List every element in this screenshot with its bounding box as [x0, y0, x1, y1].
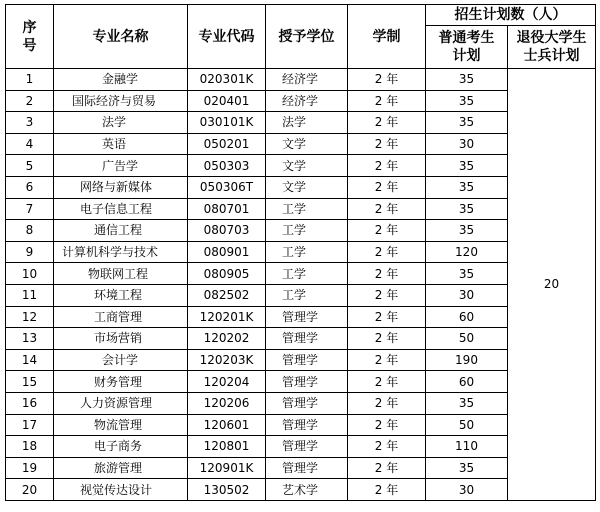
cell-major-name: 物联网工程: [54, 263, 188, 285]
cell-major-name: 视觉传达设计: [54, 479, 188, 501]
cell-seq: 3: [6, 112, 54, 134]
cell-major-name: 会计学: [54, 349, 188, 371]
header-seq: [6, 5, 54, 69]
header-plan-group: 招生计划数（人）: [426, 5, 596, 26]
cell-major-code: 120901K: [188, 457, 266, 479]
cell-degree: 工学: [266, 220, 348, 242]
cell-major-name: 人力资源管理: [54, 392, 188, 414]
cell-major-code: 120203K: [188, 349, 266, 371]
cell-plan-regular: 50: [426, 328, 508, 350]
cell-major-code: 120202: [188, 328, 266, 350]
cell-seq: 15: [6, 371, 54, 393]
cell-degree: 文学: [266, 176, 348, 198]
cell-major-code: 030101K: [188, 112, 266, 134]
cell-seq: 9: [6, 241, 54, 263]
cell-major-name: 广告学: [54, 155, 188, 177]
header-major-name: 专业名称: [54, 5, 188, 69]
cell-seq: 20: [6, 479, 54, 501]
cell-degree: 工学: [266, 263, 348, 285]
cell-major-name: 电子商务: [54, 436, 188, 458]
cell-major-name: 计算机科学与技术: [54, 241, 188, 263]
cell-seq: 13: [6, 328, 54, 350]
cell-plan-regular: 35: [426, 155, 508, 177]
cell-major-code: 120206: [188, 392, 266, 414]
cell-degree: 管理学: [266, 414, 348, 436]
cell-seq: 1: [6, 69, 54, 91]
header-plan-veteran-line1: 退役大学生: [516, 30, 587, 46]
cell-plan-regular: 35: [426, 69, 508, 91]
cell-length: 2 年: [348, 198, 426, 220]
cell-length: 2 年: [348, 90, 426, 112]
cell-plan-regular: 35: [426, 392, 508, 414]
cell-degree: 艺术学: [266, 479, 348, 501]
cell-degree: 管理学: [266, 306, 348, 328]
cell-plan-regular: 35: [426, 457, 508, 479]
table-row: [6, 328, 596, 350]
header-plan-regular-line1: 普通考生: [438, 30, 495, 46]
cell-plan-regular: 35: [426, 112, 508, 134]
table-row: [6, 176, 596, 198]
cell-length: 2 年: [348, 69, 426, 91]
cell-major-code: 020401: [188, 90, 266, 112]
table-row: [6, 198, 596, 220]
cell-plan-regular: 30: [426, 284, 508, 306]
cell-seq: 10: [6, 263, 54, 285]
cell-plan-regular: 30: [426, 479, 508, 501]
cell-seq: 12: [6, 306, 54, 328]
cell-major-code: 080703: [188, 220, 266, 242]
cell-length: 2 年: [348, 284, 426, 306]
cell-major-name: 旅游管理: [54, 457, 188, 479]
cell-major-code: 130502: [188, 479, 266, 501]
cell-seq: 16: [6, 392, 54, 414]
cell-major-name: 环境工程: [54, 284, 188, 306]
cell-major-code: 050303: [188, 155, 266, 177]
cell-plan-regular: 35: [426, 90, 508, 112]
cell-degree: 工学: [266, 198, 348, 220]
table-row: [6, 112, 596, 134]
cell-length: 2 年: [348, 436, 426, 458]
cell-length: 2 年: [348, 155, 426, 177]
header-plan-regular-line2: 计划: [452, 48, 481, 64]
header-degree: 授予学位: [266, 5, 348, 69]
cell-major-name: 物流管理: [54, 414, 188, 436]
cell-degree: 管理学: [266, 436, 348, 458]
table-row: [6, 69, 596, 91]
cell-plan-regular: 50: [426, 414, 508, 436]
table-body: [6, 69, 596, 501]
cell-plan-regular: 110: [426, 436, 508, 458]
cell-degree: 管理学: [266, 328, 348, 350]
cell-major-code: 082502: [188, 284, 266, 306]
cell-seq: 17: [6, 414, 54, 436]
cell-length: 2 年: [348, 371, 426, 393]
header-plan-regular: [426, 26, 508, 69]
cell-plan-regular: 30: [426, 133, 508, 155]
cell-major-code: 080701: [188, 198, 266, 220]
cell-degree: 文学: [266, 133, 348, 155]
cell-major-code: 050201: [188, 133, 266, 155]
cell-degree: 管理学: [266, 392, 348, 414]
cell-seq: 8: [6, 220, 54, 242]
cell-plan-regular: 60: [426, 306, 508, 328]
cell-major-code: 120601: [188, 414, 266, 436]
cell-seq: 19: [6, 457, 54, 479]
cell-length: 2 年: [348, 133, 426, 155]
cell-seq: 2: [6, 90, 54, 112]
table-row: [6, 479, 596, 501]
cell-length: 2 年: [348, 263, 426, 285]
cell-plan-regular: 120: [426, 241, 508, 263]
cell-length: 2 年: [348, 112, 426, 134]
cell-plan-regular: 190: [426, 349, 508, 371]
cell-seq: 5: [6, 155, 54, 177]
header-plan-veteran-line2: 士兵计划: [523, 48, 580, 64]
cell-plan-regular: 60: [426, 371, 508, 393]
table-row: [6, 371, 596, 393]
table-row: [6, 263, 596, 285]
cell-degree: 工学: [266, 284, 348, 306]
cell-major-name: 英语: [54, 133, 188, 155]
cell-major-name: 电子信息工程: [54, 198, 188, 220]
header-plan-veteran: [508, 26, 596, 69]
table-row: [6, 306, 596, 328]
cell-seq: 7: [6, 198, 54, 220]
table-row: [6, 414, 596, 436]
cell-seq: 6: [6, 176, 54, 198]
table-row: [6, 241, 596, 263]
cell-plan-regular: 35: [426, 198, 508, 220]
cell-length: 2 年: [348, 176, 426, 198]
cell-major-name: 财务管理: [54, 371, 188, 393]
cell-seq: 18: [6, 436, 54, 458]
table-row: [6, 220, 596, 242]
cell-length: 2 年: [348, 220, 426, 242]
cell-length: 2 年: [348, 414, 426, 436]
cell-major-name: 工商管理: [54, 306, 188, 328]
enrollment-plan-table: [5, 4, 596, 501]
cell-plan-regular: 35: [426, 220, 508, 242]
cell-seq: 14: [6, 349, 54, 371]
cell-major-name: 市场营销: [54, 328, 188, 350]
cell-major-name: 网络与新媒体: [54, 176, 188, 198]
cell-degree: 经济学: [266, 90, 348, 112]
table-row: [6, 392, 596, 414]
cell-major-code: 080901: [188, 241, 266, 263]
cell-length: 2 年: [348, 306, 426, 328]
cell-seq: 11: [6, 284, 54, 306]
table-row: [6, 457, 596, 479]
cell-plan-regular: 35: [426, 176, 508, 198]
table-row: [6, 284, 596, 306]
table-row: [6, 133, 596, 155]
table-row: [6, 90, 596, 112]
cell-major-name: 法学: [54, 112, 188, 134]
header-length: 学制: [348, 5, 426, 69]
cell-degree: 管理学: [266, 457, 348, 479]
cell-major-code: 120201K: [188, 306, 266, 328]
cell-plan-regular: 35: [426, 263, 508, 285]
table-row: [6, 436, 596, 458]
header-seq-line2: 号: [22, 37, 37, 54]
cell-length: 2 年: [348, 349, 426, 371]
cell-major-name: 金融学: [54, 69, 188, 91]
table-row: [6, 155, 596, 177]
cell-length: 2 年: [348, 479, 426, 501]
cell-major-code: 120204: [188, 371, 266, 393]
cell-degree: 管理学: [266, 349, 348, 371]
cell-plan-veteran-total: 20: [508, 69, 596, 501]
cell-major-code: 080905: [188, 263, 266, 285]
table-row: [6, 349, 596, 371]
cell-degree: 工学: [266, 241, 348, 263]
cell-length: 2 年: [348, 328, 426, 350]
header-major-code: 专业代码: [188, 5, 266, 69]
cell-degree: 经济学: [266, 69, 348, 91]
cell-length: 2 年: [348, 457, 426, 479]
cell-major-name: 通信工程: [54, 220, 188, 242]
cell-degree: 文学: [266, 155, 348, 177]
cell-seq: 4: [6, 133, 54, 155]
cell-major-code: 020301K: [188, 69, 266, 91]
cell-degree: 管理学: [266, 371, 348, 393]
cell-major-code: 120801: [188, 436, 266, 458]
cell-length: 2 年: [348, 392, 426, 414]
cell-length: 2 年: [348, 241, 426, 263]
cell-degree: 法学: [266, 112, 348, 134]
header-seq-line1: 序: [22, 19, 37, 36]
cell-major-name: 国际经济与贸易: [54, 90, 188, 112]
cell-major-code: 050306T: [188, 176, 266, 198]
